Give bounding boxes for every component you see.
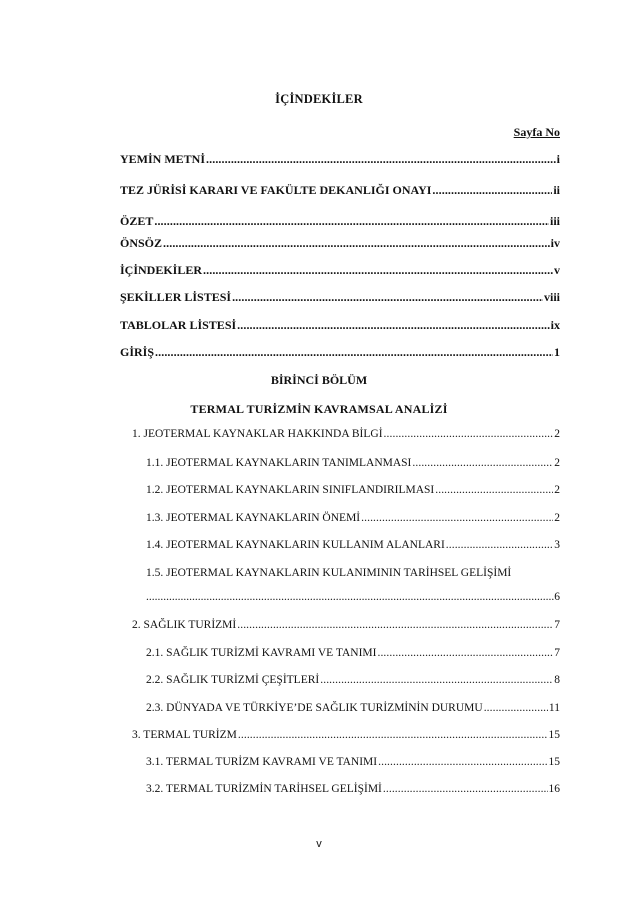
toc-entry-page: iv [550,236,560,250]
dot-leader [432,183,552,198]
dot-leader [361,512,553,524]
toc-entry-page: ii [553,183,560,197]
toc-entry-label: 3.1. TERMAL TURİZM KAVRAMI VE TANIMI [146,756,378,768]
toc-entry[interactable] [120,318,560,334]
toc-entry-continuation[interactable] [146,591,560,603]
toc-entry[interactable] [146,457,560,473]
toc-entry-label: ÖZET [120,214,154,228]
toc-entry-label: 3.2. TERMAL TURİZMİN TARİHSEL GELİŞİMİ [146,783,382,795]
toc-entry-page: 1 [554,345,560,359]
toc-entry[interactable] [120,263,560,279]
toc-entry-label: 2.2. SAĞLIK TURİZMİ ÇEŞİTLERİ [146,674,320,686]
toc-entry-page: iii [549,214,560,228]
toc-entry-label: 1.3. JEOTERMAL KAYNAKLARIN ÖNEMİ [146,512,361,524]
toc-entry-page: 7 [554,647,560,659]
dot-leader [237,318,550,333]
dot-leader [378,756,547,768]
dot-leader [412,457,553,469]
toc-entry-page: 16 [548,783,560,795]
toc-entry-page: 7 [554,619,560,631]
toc-title: İÇİNDEKİLER [275,92,363,106]
toc-entry[interactable] [120,183,560,199]
toc-entry[interactable] [120,290,560,306]
toc-entry-label: 2.3. DÜNYADA VE TÜRKİYE’DE SAĞLIK TURİZMİNİN DURUMU [146,702,483,714]
dot-leader [206,152,556,167]
dot-leader [320,674,553,686]
toc-entry[interactable] [132,428,560,444]
dot-leader [146,591,554,603]
dot-leader [446,539,553,551]
toc-entry-label: 3. TERMAL TURİZM [132,729,237,741]
toc-entry-label: 1. JEOTERMAL KAYNAKLAR HAKKINDA BİLGİ [132,428,383,440]
toc-entry-page: i [556,152,560,166]
toc-entry-label[interactable]: 1.5. JEOTERMAL KAYNAKLARIN KULANIMININ TARİHSEL GELİŞİMİ [146,567,512,579]
toc-entry-page: 2 [554,512,560,524]
dot-leader [384,428,554,440]
toc-entry-label: 1.2. JEOTERMAL KAYNAKLARIN SINIFLANDIRILMASI [146,484,435,496]
toc-entry[interactable] [120,345,560,361]
page-number-header: Sayfa No [513,125,560,139]
toc-entry-label: YEMİN METNİ [120,152,206,166]
dot-leader [203,263,553,278]
toc-entry[interactable] [120,152,560,168]
toc-entry-page: 15 [548,729,560,741]
dot-leader [238,729,548,741]
dot-leader [237,619,553,631]
toc-entry[interactable] [132,619,560,635]
toc-entry[interactable] [120,214,560,230]
dot-leader [383,783,548,795]
toc-entry-page: 15 [548,756,560,768]
toc-entry[interactable] [120,236,560,252]
chapter-heading: BİRİNCİ BÖLÜM [270,373,368,387]
toc-entry-page: 3 [554,539,560,551]
toc-entry-page: 8 [554,674,560,686]
toc-entry[interactable] [146,647,560,663]
toc-entry[interactable] [146,484,560,500]
toc-entry-page: 11 [548,702,560,714]
chapter-subtitle: TERMAL TURİZMİN KAVRAMSAL ANALİZİ [190,402,448,416]
toc-entry-label: İÇİNDEKİLER [120,263,203,277]
toc-entry[interactable] [146,783,560,799]
toc-entry-label: TABLOLAR LİSTESİ [120,318,237,332]
dot-leader [154,214,549,229]
dot-leader [232,290,543,305]
dot-leader [377,647,553,659]
toc-entry-label: 2.1. SAĞLIK TURİZMİ KAVRAMI VE TANIMI [146,647,377,659]
toc-entry-page: 6 [554,591,560,603]
toc-entry-label: 1.1. JEOTERMAL KAYNAKLARIN TANIMLANMASI [146,457,412,469]
toc-entry-page: viii [543,290,560,304]
page-footer-number: v [316,838,322,850]
toc-entry-label: ÖNSÖZ [120,236,163,250]
toc-entry-label: 2. SAĞLIK TURİZMİ [132,619,237,631]
toc-entry-page: 2 [554,484,560,496]
toc-entry[interactable] [146,512,560,528]
toc-entry[interactable] [146,539,560,555]
toc-entry[interactable] [146,756,560,772]
toc-entry-label: 1.4. JEOTERMAL KAYNAKLARIN KULLANIM ALANLARI [146,539,445,551]
toc-entry[interactable] [146,674,560,690]
toc-entry-label: ŞEKİLLER LİSTESİ [120,290,232,304]
dot-leader [155,345,553,360]
toc-entry[interactable] [146,702,560,718]
toc-entry-page: v [554,263,560,277]
dot-leader [163,236,550,251]
toc-entry-page: 2 [554,428,560,440]
toc-entry-label: TEZ JÜRİSİ KARARI VE FAKÜLTE DEKANLIĞI ONAYI [120,183,432,197]
toc-entry-label: GİRİŞ [120,345,155,359]
dot-leader [435,484,553,496]
dot-leader [484,702,548,714]
toc-entry-page: 2 [554,457,560,469]
toc-entry[interactable] [132,729,560,745]
toc-entry-page: ix [550,318,560,332]
